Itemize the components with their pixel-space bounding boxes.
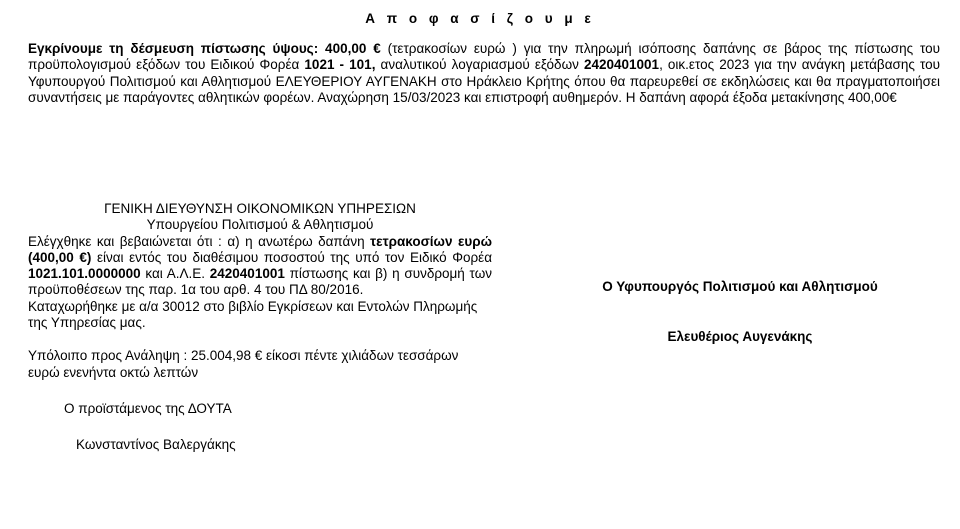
- certification-text-1: Ελέγχθηκε και βεβαιώνεται ότι : α) η ανωτέρω δαπάνη: [28, 233, 371, 249]
- paragraph-text-1: (τετρακοσίων ευρώ ) για την πληρωμή ισόποσης δαπάνης σε βάρος της πίστωσης του προϋπολογισμού εξόδων του Ειδικού Φορέα: [28, 41, 941, 73]
- expense-account-code: 2420401001: [583, 57, 660, 73]
- ministry-name: Υπουργείου Πολιτισμού & Αθλητισμού: [146, 217, 374, 233]
- minister-name: Ελευθέριος Αυγενάκης: [667, 329, 813, 344]
- certified-ale-code: 2420401001: [209, 266, 285, 282]
- certification-text-2: είναι εντός του διαθέσιμου ποσοστού της υπό τον Ειδικό Φορέα: [91, 249, 492, 265]
- paragraph-text-2: αναλυτικού λογαριασμού εξόδων: [375, 57, 584, 73]
- department-name: ΓΕΝΙΚΗ ΔΙΕΥΘΥΝΣΗ ΟΙΚΟΝΟΜΙΚΩΝ ΥΠΗΡΕΣΙΩΝ: [104, 201, 416, 216]
- head-name: Κωνσταντίνος Βαλεργάκης: [76, 437, 236, 453]
- decision-heading: Α π ο φ α σ ί ζ ο υ μ ε: [365, 11, 595, 26]
- certification-text-3: και Α.Λ.Ε.: [140, 266, 210, 282]
- certified-body-code: 1021.101.0000000: [28, 266, 141, 282]
- minister-title: Ο Υφυπουργός Πολιτισμού και Αθλητισμού: [602, 279, 878, 294]
- special-body-code: 1021 - 101,: [304, 57, 376, 73]
- head-title: Ο προϊστάμενος της ΔΟΥΤΑ: [64, 400, 232, 416]
- registration-note: Καταχωρήθηκε με α/α 30012 στο βιβλίο Εγκρίσεων και Εντολών Πληρωμής της Υπηρεσίας μας.: [28, 298, 478, 331]
- paragraph-text-3: , οικ.ετος 2023 για την ανάγκη μετάβασης του Υφυπουργού Πολιτισμού και Αθλητισμού ΕΛΕΥΘΕΡΙΟΥ ΑΥΓΕΝΑΚΗ στο Ηράκλειο Κρήτης όπου θα παρευρεθεί σε εκδηλώσεις και θα πραγματοποιήσει συναντήσεις με παράγοντες αθλητικών φορέων. Αναχώρηση 15/03/2023 και επιστροφή αυθημερόν. Η δαπάνη αφορά έξοδα μετακίνησης 400,00€: [28, 57, 940, 105]
- finance-certification-block: [28, 201, 492, 454]
- decision-paragraph: [28, 41, 940, 106]
- certification-text-4: πίστωσης και β) η συνδρομή των προϋποθέσεων της παρ. 1α του αρθ. 4 του ΠΔ 80/2016.: [28, 266, 492, 298]
- certification-text: [28, 234, 492, 299]
- certified-amount: τετρακοσίων ευρώ (400,00 €): [28, 233, 492, 265]
- approval-amount-lead: Εγκρίνουμε τη δέσμευση πίστωσης ύψους: 400,00 €: [28, 41, 381, 56]
- remaining-balance: Υπόλοιπο προς Ανάληψη : 25.004,98 € είκοσι πέντε χιλιάδων τεσσάρων ευρώ ενενήντα οκτώ λεπτών: [28, 348, 459, 380]
